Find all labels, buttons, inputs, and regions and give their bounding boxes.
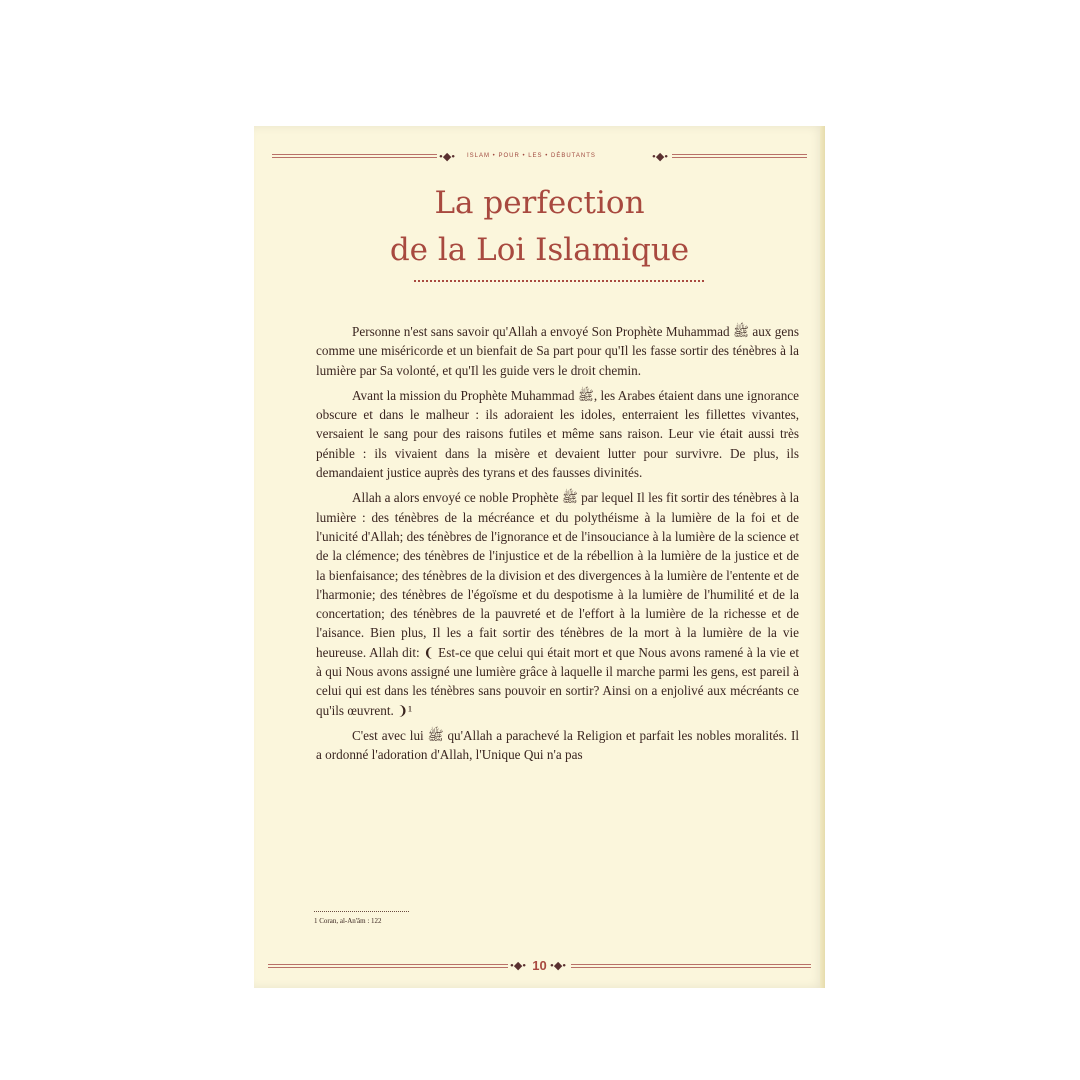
footer-ornament-left: •◆•: [510, 960, 527, 972]
running-title: ISLAM • POUR • LES • DÉBUTANTS: [467, 153, 596, 159]
body-text: [316, 322, 799, 771]
running-header: [254, 150, 825, 164]
header-ornament-right: •◆•: [652, 151, 669, 163]
footnote: 1 Coran, al-An'âm : 122: [314, 917, 382, 925]
page-footer: [254, 958, 825, 974]
paragraph: Allah a alors envoyé ce noble Prophète ﷺ par lequel Il les fit sortir des ténèbres à la lumière : des ténèbres de la mécréance et du polythéisme à la lumière de la foi et de l'unicité d'Allah; des ténèbres de l'ignorance et de l'insouciance à la lumière de la science et de la clémence; des ténèbres de l'injustice et de la rébellion à la lumière de la justice et de la bienfaisance; des ténèbres de la division et des divergences à la lumière de l'entente et de l'harmonie; des ténèbres de l'égoïsme et du despotisme à la lumière de l'humilité et de la concertation; des ténèbres de la pauvreté et de l'effort à la lumière de la richesse et de l'aisance. Bien plus, Il les a fait sortir des ténèbres de la mort à la lumière de la vie heureuse. Allah dit: ❨ Est-ce que celui qui était mort et que Nous avons ramené à la vie et à qui Nous avons assigné une lumière grâce à laquelle il marche parmi les gens, est pareil à celui qui est dans les ténèbres sans pouvoir en sortir? Ainsi on a enjolivé aux mécréants ce qu'ils œuvrent. ❩¹: [316, 490, 799, 718]
header-ornament-left: •◆•: [439, 151, 456, 163]
header-rule-right: [672, 154, 807, 158]
chapter-title-line-1: La perfection: [434, 185, 645, 221]
footer-rule-right: [571, 964, 811, 968]
footnote-rule: [314, 911, 409, 912]
paragraph: Avant la mission du Prophète Muhammad ﷺ, les Arabes étaient dans une ignorance obscure et dans le malheur : ils adoraient les idoles, enterraient les fillettes vivantes, versaient le sang pour des raisons futiles et même sans raison. Leur vie était aussi très pénible : ils vivaient dans la misère et devaient lutter pour survivre. De plus, ils demandaient justice auprès des tyrans et des fausses divinités.: [316, 387, 799, 481]
chapter-title-line-2: de la Loi Islamique: [389, 232, 690, 268]
footer-ornament-right: •◆•: [550, 960, 567, 972]
paragraph: Personne n'est sans savoir qu'Allah a envoyé Son Prophète Muhammad ﷺ aux gens comme une miséricorde et un bienfait de Sa part pour qu'Il les fasse sortir des ténèbres à la lumière par Sa volonté, et qu'Il les guide vers le droit chemin.: [316, 324, 799, 378]
paragraph: C'est avec lui ﷺ qu'Allah a parachevé la Religion et parfait les nobles moralités. Il a ordonné l'adoration d'Allah, l'Unique Qui n'a pas: [316, 727, 799, 763]
title-dotted-rule: [414, 280, 704, 282]
book-page: [254, 126, 825, 988]
header-rule-left: [272, 154, 437, 158]
page-number: 10: [532, 958, 547, 973]
